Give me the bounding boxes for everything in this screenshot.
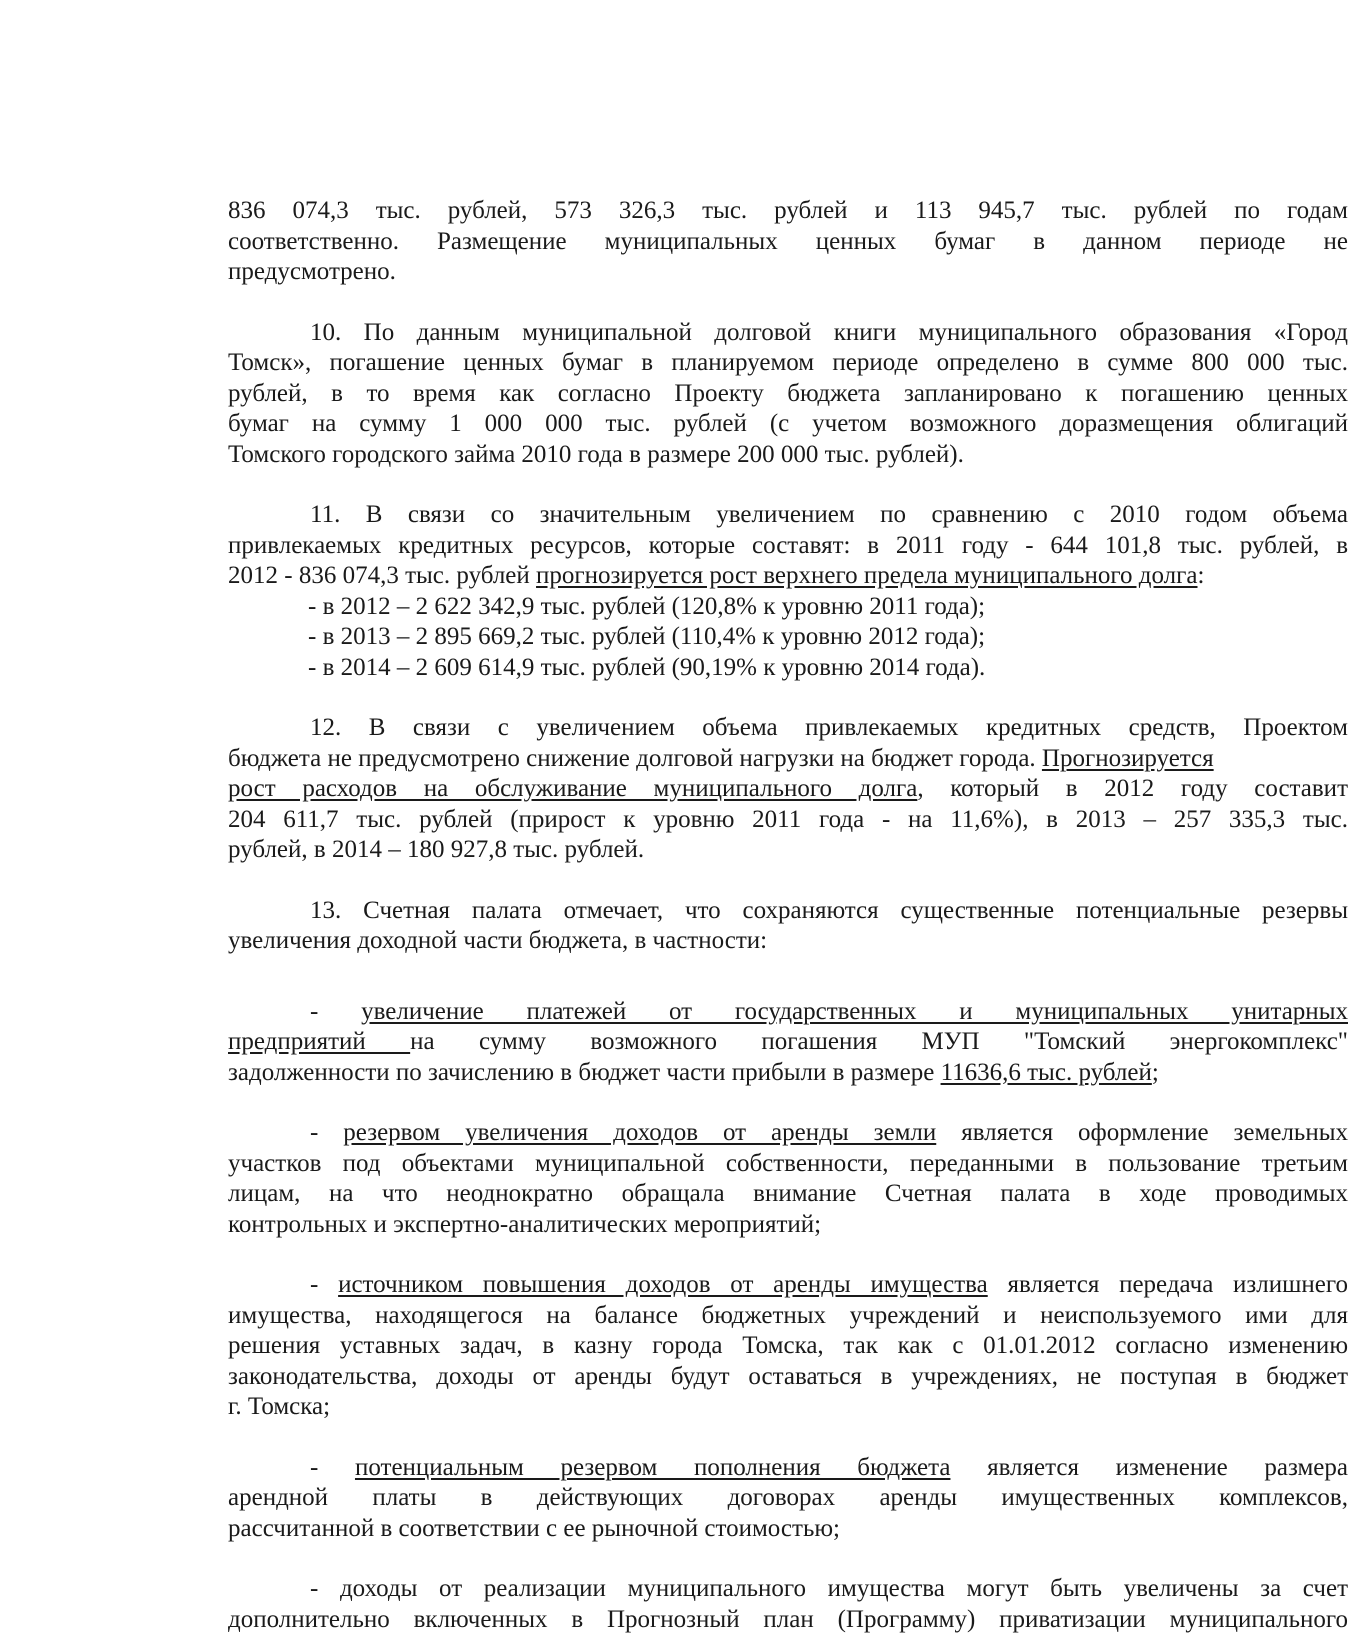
text-line: [228, 1058, 1348, 1089]
reserve-item-privatization: [228, 1574, 1348, 1635]
text-line: 10. По данным муниципальной долговой книги муниципального образования «Город: [310, 318, 1348, 346]
text-line: 836 074,3 тыс. рублей, 573 326,3 тыс. рублей и 113 945,7 тыс. рублей по годам: [228, 197, 1348, 224]
text-line: арендной платы в действующих договорах аренды имущественных комплексов,: [228, 1484, 1348, 1511]
document-body: [228, 196, 1348, 1635]
text-line: участков под объектами муниципальной собственности, переданными в пользование третьим: [228, 1149, 1348, 1177]
underlined-phrase: прогнозируется рост верхнего предела муниципального долга: [536, 562, 1198, 589]
text-line: 12. В связи с увеличением объема привлекаемых кредитных средств, Проектом: [310, 714, 1348, 741]
text-run: :: [1197, 562, 1205, 589]
text-run: 2012 - 836 074,3 тыс. рублей: [228, 562, 537, 589]
underlined-phrase: резервом увеличения доходов от аренды земли: [343, 1119, 937, 1146]
reserve-item-rent-size: [228, 1453, 1348, 1545]
underlined-phrase: 11636,6 тыс. рублей: [940, 1058, 1152, 1086]
paragraph-10: [228, 318, 1348, 471]
paragraph-9-continuation: [228, 196, 1348, 288]
text-line: 13. Счетная палата отмечает, что сохраняются существенные потенциальные резервы: [310, 896, 1348, 924]
text-line: [228, 561, 1348, 592]
debt-limit-item-2013: - в 2013 – 2 895 669,2 тыс. рублей (110,4% к уровню 2012 года);: [308, 623, 986, 650]
text-line: [228, 1027, 1348, 1058]
text-line: 204 611,7 тыс. рублей (прирост к уровню 2011 года - на 11,6%), в 2013 – 257 335,3 тыс.: [228, 805, 1348, 833]
text-line: контрольных и экспертно-аналитических мероприятий;: [228, 1210, 822, 1238]
reserve-item-property-rent: [228, 1270, 1348, 1423]
text-line: [228, 997, 1348, 1028]
text-line: [228, 1270, 1348, 1301]
text-line: Томского городского займа 2010 года в размере 200 000 тыс. рублей).: [228, 440, 964, 468]
text-line: [228, 744, 1348, 775]
text-line: предусмотрено.: [228, 258, 396, 285]
document-page: [228, 196, 1348, 1650]
reserve-item-land-rent: [228, 1118, 1348, 1240]
underlined-phrase: потенциальным резервом пополнения бюджета: [354, 1453, 951, 1481]
text-run: является изменение размера: [950, 1453, 1348, 1481]
underlined-phrase: увеличение платежей от государственных и муниципальных унитарных: [361, 997, 1348, 1025]
text-line: г. Томска;: [228, 1393, 331, 1420]
underlined-phrase: источником повышения доходов от аренды имущества: [338, 1271, 988, 1298]
text-line: 11. В связи со значительным увеличением по сравнению с 2010 годом объема: [310, 501, 1348, 528]
underlined-phrase: предприятий: [228, 1028, 411, 1055]
text-run: задолженности по зачислению в бюджет части прибыли в размере: [228, 1058, 941, 1086]
debt-limit-item-2012: - в 2012 – 2 622 342,9 тыс. рублей (120,8% к уровню 2011 года);: [308, 592, 986, 620]
text-run: -: [310, 1119, 344, 1146]
text-run: является передача излишнего: [987, 1271, 1348, 1298]
text-run: -: [310, 1271, 339, 1298]
text-run: ;: [1151, 1058, 1159, 1086]
text-run: -: [310, 997, 362, 1025]
text-line: [228, 1118, 1348, 1149]
text-line: рублей, в то время как согласно Проекту бюджета запланировано к погашению ценных: [228, 379, 1348, 407]
text-line: соответственно. Размещение муниципальных ценных бумаг в данном периоде не: [228, 227, 1348, 255]
paragraph-12: [228, 713, 1348, 866]
text-run: бюджета не предусмотрено снижение долговой нагрузки на бюджет города.: [228, 744, 1042, 772]
underlined-phrase: Прогнозируется: [1041, 744, 1214, 772]
text-run: является оформление земельных: [936, 1119, 1348, 1146]
text-line: решения уставных задач, в казну города Томска, так как с 01.01.2012 согласно изменению: [228, 1332, 1348, 1359]
text-line: бумаг на сумму 1 000 000 тыс. рублей (с учетом возможного доразмещения облигаций: [228, 410, 1348, 437]
text-line: привлекаемых кредитных ресурсов, которые составят: в 2011 году - 644 101,8 тыс. рублей, в: [228, 531, 1348, 559]
paragraph-11: [228, 500, 1348, 683]
text-line: рублей, в 2014 – 180 927,8 тыс. рублей.: [228, 836, 645, 863]
text-run: -: [310, 1453, 355, 1481]
underlined-phrase: рост расходов на обслуживание муниципального долга: [228, 775, 918, 802]
text-line: рассчитанной в соответствии с ее рыночной стоимостью;: [228, 1514, 840, 1542]
debt-limit-item-2014: - в 2014 – 2 609 614,9 тыс. рублей (90,19% к уровню 2014 года).: [308, 653, 986, 681]
text-line: законодательства, доходы от аренды будут оставаться в учреждениях, не поступая в бюджет: [228, 1362, 1348, 1390]
text-line: дополнительно включенных в Прогнозный план (Программу) приватизации муниципального: [228, 1605, 1348, 1633]
text-line: лицам, на что неоднократно обращала внимание Счетная палата в ходе проводимых: [228, 1180, 1348, 1207]
text-line: [228, 774, 1348, 805]
text-line: - доходы от реализации муниципального имущества могут быть увеличены за счет: [310, 1575, 1348, 1602]
reserve-item-unitary-enterprises: [228, 997, 1348, 1089]
text-line: Томск», погашение ценных бумаг в планируемом периоде определено в сумме 800 000 тыс.: [228, 349, 1348, 376]
text-line: имущества, находящегося на балансе бюджетных учреждений и неиспользуемого ими для: [228, 1301, 1348, 1329]
text-run: на сумму возможного погашения МУП "Томский энергокомплекс": [410, 1028, 1348, 1055]
text-line: увеличения доходной части бюджета, в частности:: [228, 927, 768, 954]
text-line: [228, 1453, 1348, 1484]
text-run: , который в 2012 году составит: [917, 775, 1348, 802]
paragraph-13: [228, 896, 1348, 957]
